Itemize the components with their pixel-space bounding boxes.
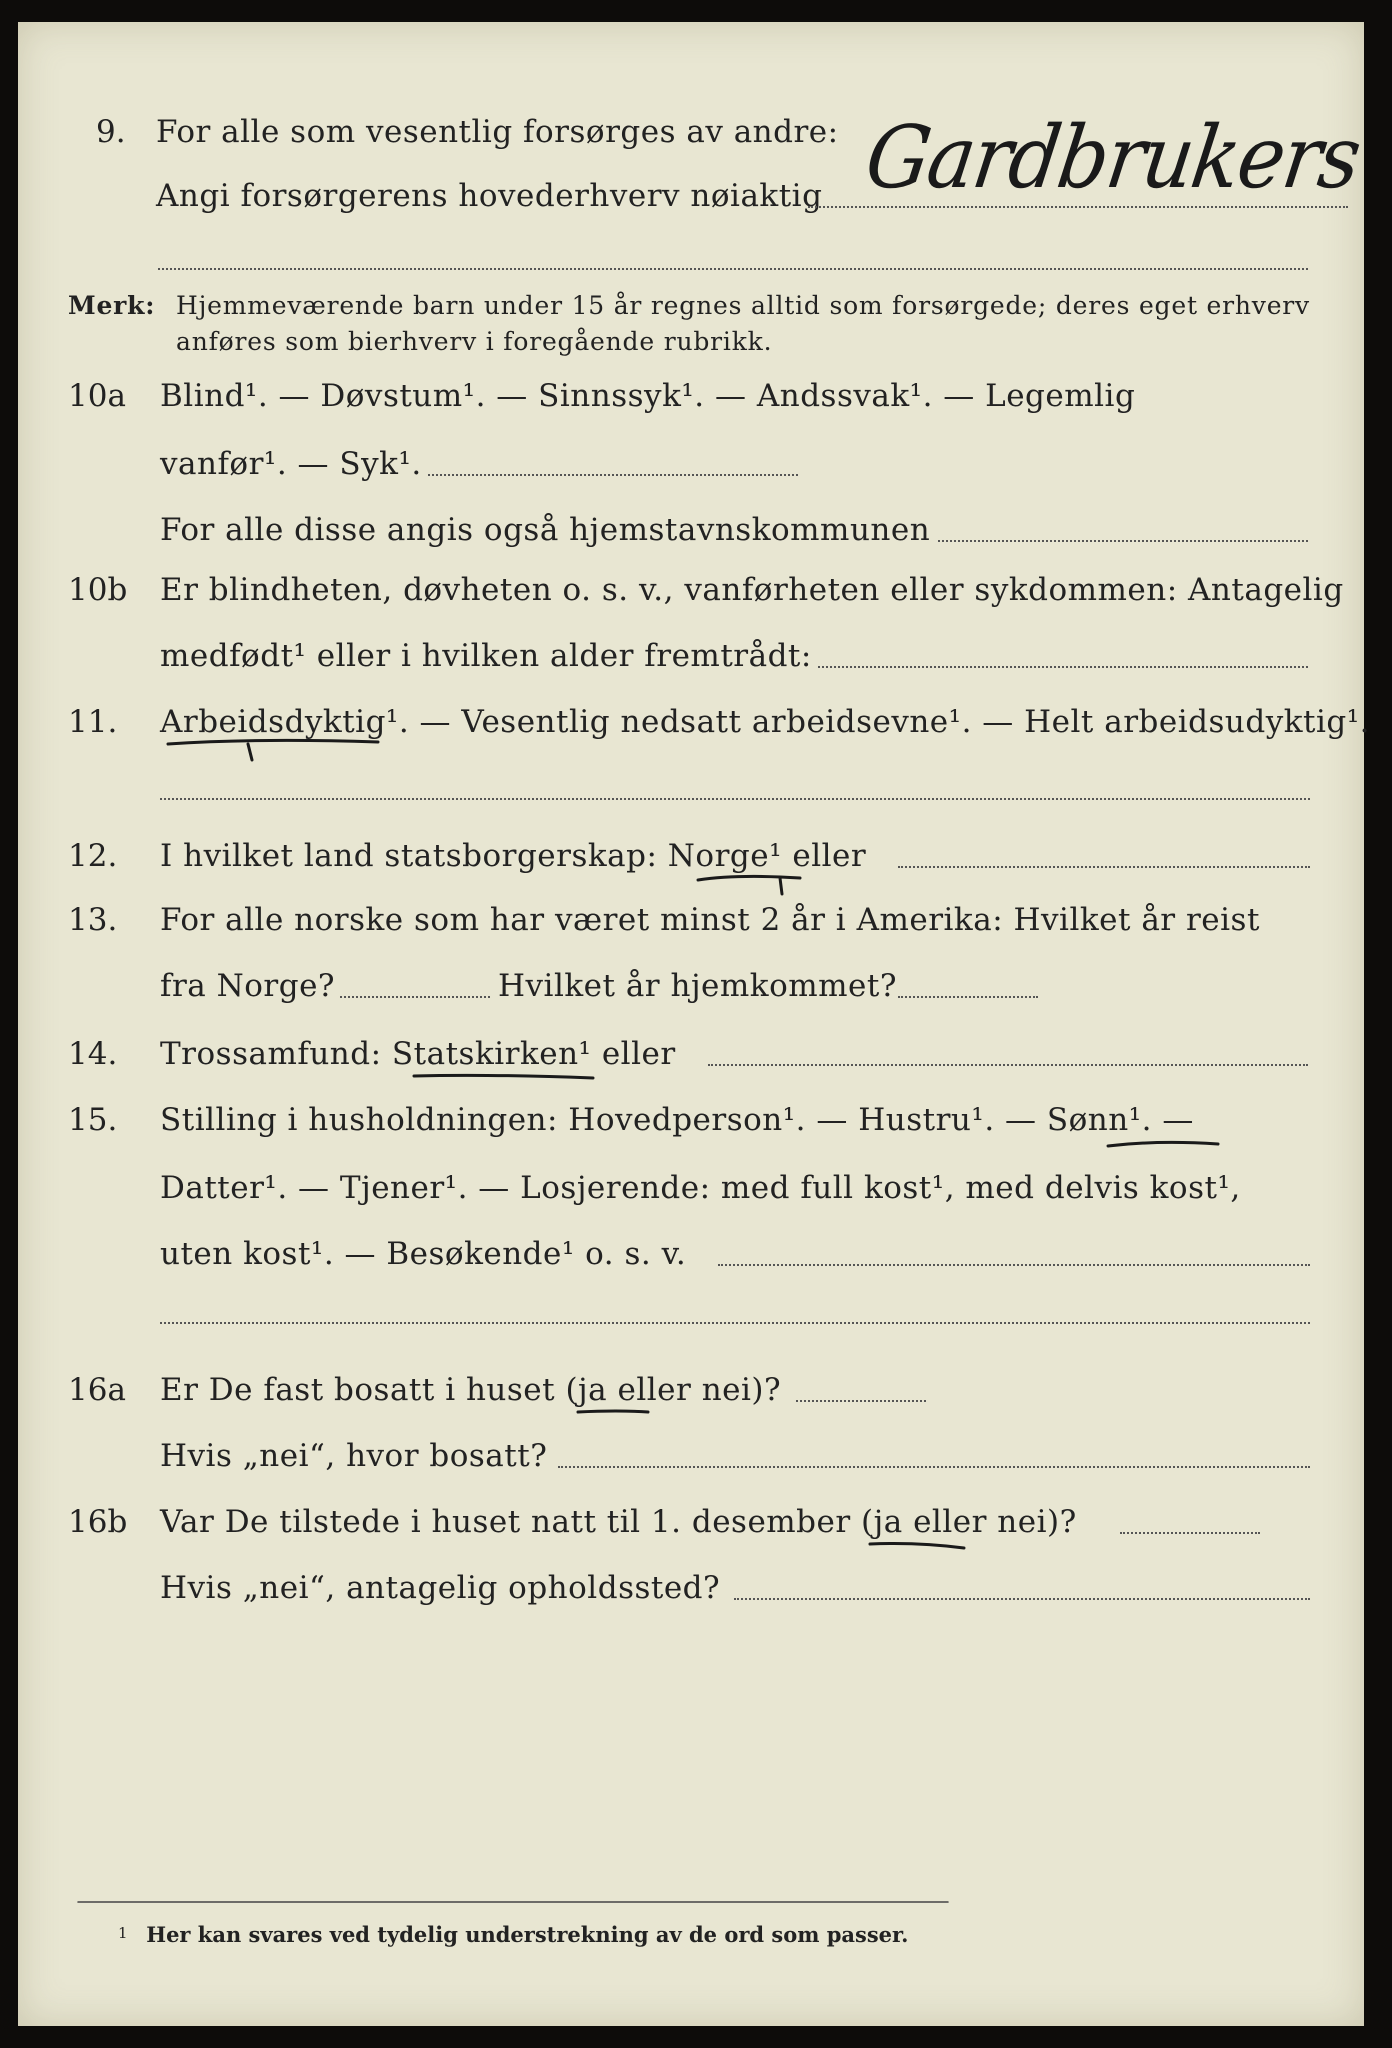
question-10b-line-2: medfødt¹ eller i hvilken alder fremtrådt: [160,638,812,674]
footnote [118,1922,909,1947]
question-15-line-1: Stilling i husholdningen: Hovedperson¹. — Hustru¹. — Sønn¹. — [160,1102,1194,1138]
question-15-line-2: Datter¹. — Tjener¹. — Losjerende: med full kost¹, med delvis kost¹, [160,1170,1241,1206]
question-13-line-2b: Hvilket år hjemkommet? [498,968,897,1004]
underline-ja-16a [578,1411,648,1412]
merk-label: Merk: [68,291,156,320]
question-16a-number: 16a [68,1372,126,1408]
question-9-line-2: Angi forsørgerens hovederhverv nøiaktig [156,178,823,214]
question-11-number: 11. [68,704,118,740]
footnote-text: Her kan svares ved tydelig understrekning av de ord som passer. [146,1922,909,1947]
question-10a-number: 10a [68,378,126,414]
question-13-line-1: For alle norske som har været minst 2 år i Amerika: Hvilket år reist [160,902,1260,938]
question-9-number: 9. [96,114,126,150]
underline-ja-16b [870,1544,964,1549]
question-10b-line-1: Er blindheten, døvheten o. s. v., vanførheten eller sykdommen: Antagelig [160,572,1344,608]
underline-sonn [1108,1142,1218,1146]
question-10b-number: 10b [68,572,128,608]
handwritten-answer-9: Gardbrukers [859,108,1366,208]
footnote-marker: 1 [118,1924,128,1942]
question-15-line-3: uten kost¹. — Besøkende¹ o. s. v. [160,1236,687,1272]
underline-arbeidsdyktig [168,740,378,760]
question-10a-line-3: For alle disse angis også hjemstavnskommunen [160,512,931,548]
question-15-number: 15. [68,1102,118,1138]
underline-norge [698,876,800,894]
census-form-page [18,22,1371,2026]
question-13-number: 13. [68,902,118,938]
question-16b-line-2: Hvis „nei“, antagelig opholdssted? [160,1570,721,1606]
question-14-line-1: Trossamfund: Statskirken¹ eller [160,1036,676,1072]
question-16b-line-1: Var De tilstede i huset natt til 1. desember (ja eller nei)? [160,1504,1077,1540]
question-14-number: 14. [68,1036,118,1072]
question-12-number: 12. [68,838,118,874]
question-16b-number: 16b [68,1504,128,1540]
question-13-line-2a: fra Norge? [160,968,336,1004]
question-10a-line-1: Blind¹. — Døvstum¹. — Sinnssyk¹. — Andssvak¹. — Legemlig [160,378,1136,414]
merk-line-1: Hjemmeværende barn under 15 år regnes alltid som forsørgede; deres eget erhverv [176,291,1310,320]
underline-statskirken [414,1075,593,1078]
question-16a-line-2: Hvis „nei“, hvor bosatt? [160,1438,548,1474]
question-16a-line-1: Er De fast bosatt i huset (ja eller nei)? [160,1372,782,1408]
question-10a-line-2: vanfør¹. — Syk¹. [160,446,422,482]
question-9-line-1: For alle som vesentlig forsørges av andre: [156,114,839,150]
question-12-line-1: I hvilket land statsborgerskap: Norge¹ eller [160,838,867,874]
pen-underlines [18,22,1364,2026]
question-11-line-1: Arbeidsdyktig¹. — Vesentlig nedsatt arbeidsevne¹. — Helt arbeidsudyktig¹. [160,704,1371,740]
merk-line-2: anføres som bierhverv i foregående rubrikk. [176,327,773,356]
